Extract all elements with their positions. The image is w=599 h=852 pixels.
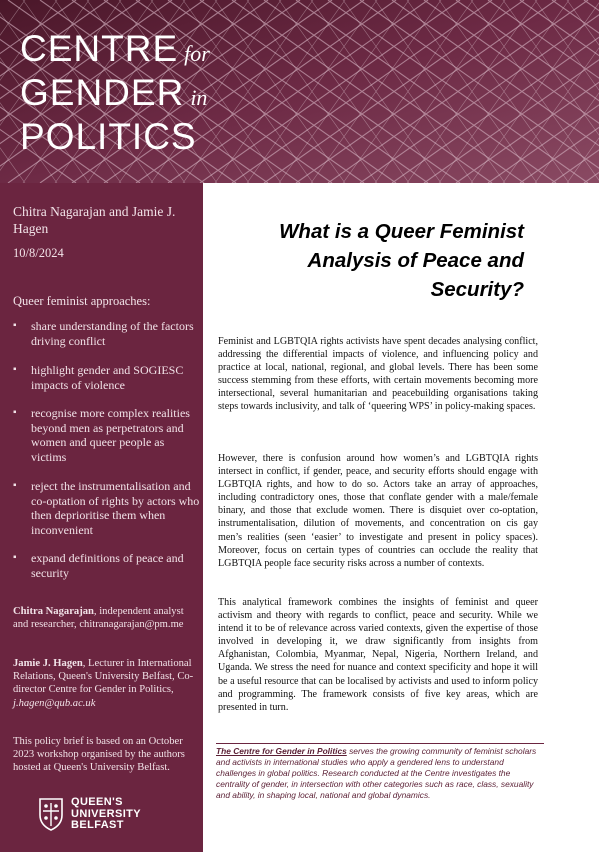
author-email[interactable]: chitranagarajan@pm.me [79, 619, 184, 631]
university-word: QUEEN'S [71, 796, 123, 808]
header-banner [0, 0, 599, 183]
authors-byline: Chitra Nagarajan and Jamie J. Hagen [13, 204, 176, 236]
about-centre-box [216, 743, 544, 801]
university-logo [38, 795, 198, 839]
approach-bullet [13, 319, 200, 348]
body-paragraph: However, there is confusion around how women’s and LGBTQIA rights intersect in conflict, if gender, peace, and security efforts should engage with LGBTQIA rights, and how to do so. Actors take an array of approaches, including contradictory ones, those that conflate gender with a male/female binary, and those that exclude women. There is disquiet over co-optation, instrumentalisation, dilution of movements, and concentration on cis gay men’s realities (seen ‘easier’ to investigate and present in policy spaces). Moreover, focus on certain types of countries can occlude the reality that LGBTQIA people face security risks across a number of contexts. [218, 453, 538, 569]
author-email[interactable]: j.hagen@qub.ac.uk [13, 697, 96, 709]
author-role: , Lecturer in International Relations, Queen's University Belfast, Co-director Centre for Gender in Politics, [13, 658, 194, 696]
page-title: What is a Queer Feminist Analysis of Peace and Security? [279, 220, 524, 301]
logo-word-in: in [190, 85, 208, 110]
approach-text: recognise more complex realities beyond men as perpetrators and women and queer people as victims [31, 406, 190, 464]
logo-word-gender: GENDER [20, 72, 185, 113]
logo-line-centre [20, 30, 210, 67]
logo-word-for: for [184, 41, 210, 66]
publication-date: 10/8/2024 [13, 246, 64, 260]
author-role: , independent analyst and researcher, [13, 606, 184, 631]
body-paragraph: Feminist and LGBTQIA rights activists have spent decades analysing conflict, addressing the differential impacts of violence, and influencing policy and practice at local, national, regional, and global levels. There has been some success stemming from these efforts, with certain movements becoming more intersectional, several humanitarian and peacebuilding organisations taking steps towards inclusivity, and talk of ‘queering WPS’ in policy-making spaces. [218, 336, 538, 413]
university-word: UNIVERSITY [71, 807, 142, 820]
approach-text: share understanding of the factors driving conflict [31, 319, 194, 348]
about-centre-link[interactable]: The Centre for Gender in Politics [216, 746, 347, 756]
logo-word-centre: CENTRE [20, 28, 179, 69]
approach-bullet [13, 406, 200, 464]
bullet-square-icon: ▪ [13, 552, 17, 563]
approach-bullet [13, 479, 200, 537]
university-crest-icon [38, 797, 64, 831]
approaches-heading: Queer feminist approaches: [13, 294, 151, 308]
author-bio-nagarajan [13, 605, 200, 631]
body-paragraph: This analytical framework combines the insights of feminist and queer activism and theory with regards to conflict, peace and security. While we intend it to be of relevance across varied contexts, given the expertise of those involved in developing it, we draw significantly from insights from Afghanistan, Colombia, Myanmar, Nepal, Nigeria, Northern Ireland, and Uganda. We stress the need for nuance and context specificity and hope it will be a useful resource that can be localised by activists and used to inform policy and programming. The framework consists of five key areas, which are presented in turn. [218, 597, 538, 713]
logo-line-politics [20, 118, 197, 155]
bullet-square-icon: ▪ [13, 320, 17, 331]
brief-note: This policy brief is based on an October 2023 workshop organised by the authors hosted at Queen's University Belfast. [13, 736, 185, 774]
bullet-square-icon: ▪ [13, 480, 17, 491]
university-word: BELFAST [71, 819, 124, 831]
sidebar [0, 183, 203, 852]
bullet-square-icon: ▪ [13, 364, 17, 375]
logo-word-politics: POLITICS [20, 116, 197, 157]
approach-bullet [13, 363, 200, 392]
approach-text: expand definitions of peace and security [31, 551, 184, 580]
logo-line-gender [20, 74, 207, 111]
university-wordmark [71, 797, 141, 832]
about-centre-text: serves the growing community of feminist scholars and activists in international studies who apply a gendered lens to understand challenges in global politics. Research conducted at the Centre investigates the centrality of gender, in intersection with other categories such as race, class, sexuality and ability, in shaping local, national and global dynamics. [216, 746, 537, 801]
author-name: Jamie J. Hagen [13, 658, 83, 669]
bullet-square-icon: ▪ [13, 407, 17, 418]
author-name: Chitra Nagarajan [13, 606, 94, 617]
approach-bullet [13, 551, 200, 580]
author-bio-hagen [13, 657, 200, 710]
approach-text: reject the instrumentalisation and co-optation of rights by actors who then deprioritise them when inconvenient [31, 479, 200, 537]
approach-text: highlight gender and SOGIESC impacts of violence [31, 363, 184, 392]
